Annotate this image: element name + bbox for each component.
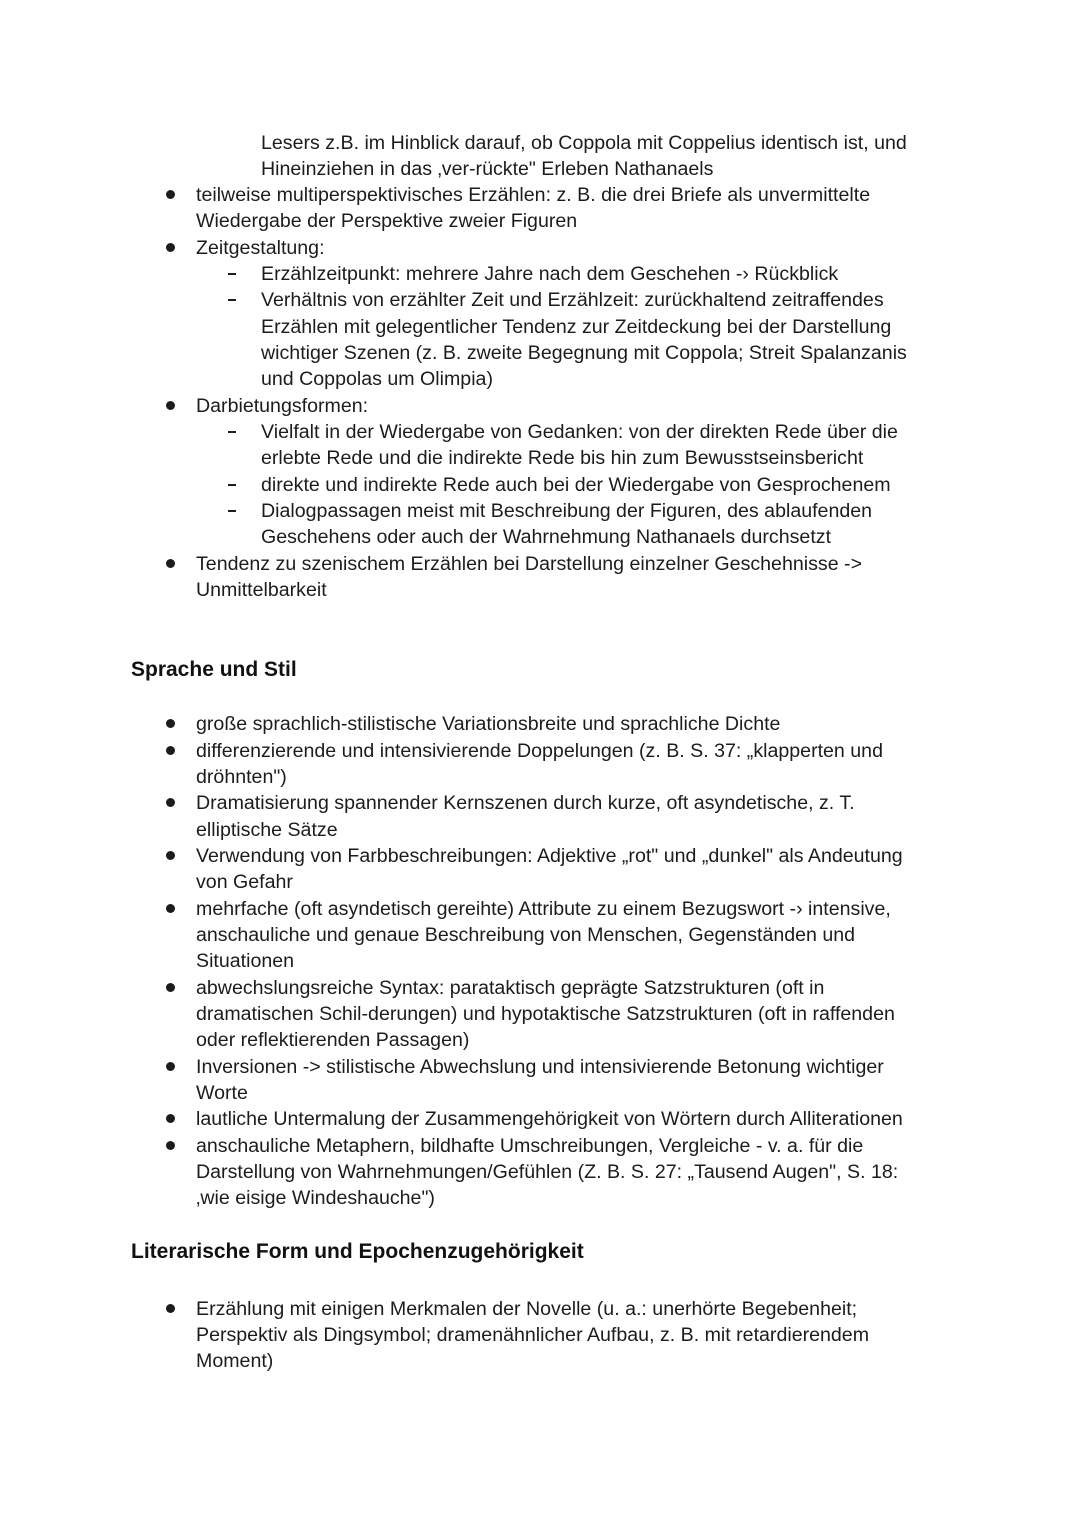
text-line: Erzählzeitpunkt: mehrere Jahre nach dem Geschehen -› Rückblick xyxy=(261,263,839,285)
text-line: Vielfalt in der Wiedergabe von Gedanken: von der direkten Rede über die xyxy=(261,421,898,443)
bullet-icon xyxy=(166,1304,175,1313)
bullet-icon xyxy=(166,851,175,860)
bullet-icon xyxy=(166,401,175,410)
bullet-icon xyxy=(166,243,175,252)
text-line: anschauliche Metaphern, bildhafte Umschreibungen, Vergleiche - v. a. für die xyxy=(196,1135,864,1157)
text-line: Darbietungsformen: xyxy=(196,395,369,417)
text-line: von Gefahr xyxy=(196,871,293,893)
text-line: Inversionen -> stilistische Abwechslung und intensivierende Betonung wichtiger xyxy=(196,1056,884,1078)
text-line: Hineinziehen in das ‚ver-rückte" Erleben Nathanaels xyxy=(261,158,714,180)
dash-icon xyxy=(228,431,236,433)
text-line: Dramatisierung spannender Kernszenen durch kurze, oft asyndetische, z. T. xyxy=(196,792,855,814)
text-line: wichtiger Szenen (z. B. zweite Begegnung mit Coppola; Streit Spalanzanis xyxy=(261,342,907,364)
bullet-icon xyxy=(166,983,175,992)
bullet-icon xyxy=(166,904,175,913)
bullet-icon xyxy=(166,1141,175,1150)
bullet-icon xyxy=(166,1114,175,1123)
dash-icon xyxy=(228,273,236,275)
dash-icon xyxy=(228,299,236,301)
text-line: Tendenz zu szenischem Erzählen bei Darstellung einzelner Geschehnisse -> xyxy=(196,553,863,575)
section-heading: Sprache und Stil xyxy=(131,658,297,681)
text-line: Verhältnis von erzählter Zeit und Erzählzeit: zurückhaltend zeitraffendes xyxy=(261,289,884,311)
dash-icon xyxy=(228,484,236,486)
text-line: Moment) xyxy=(196,1350,274,1372)
bullet-icon xyxy=(166,746,175,755)
text-line: anschauliche und genaue Beschreibung von Menschen, Gegenständen und xyxy=(196,924,856,946)
text-line: und Coppolas um Olimpia) xyxy=(261,368,493,390)
text-line: erlebte Rede und die indirekte Rede bis hin zum Bewusstseinsbericht xyxy=(261,447,864,469)
text-line: oder reflektierenden Passagen) xyxy=(196,1029,470,1051)
bullet-icon xyxy=(166,719,175,728)
text-line: Erzählung mit einigen Merkmalen der Novelle (u. a.: unerhörte Begebenheit; xyxy=(196,1298,858,1320)
dash-icon xyxy=(228,510,236,512)
text-line: Darstellung von Wahrnehmungen/Gefühlen (Z. B. S. 27: „Tausend Augen", S. 18: xyxy=(196,1161,899,1183)
text-line: Lesers z.B. im Hinblick darauf, ob Coppola mit Coppelius identisch ist, und xyxy=(261,132,907,154)
text-line: elliptische Sätze xyxy=(196,819,338,841)
text-line: dröhnten") xyxy=(196,766,287,788)
text-line: Geschehens oder auch der Wahrnehmung Nathanaels durchsetzt xyxy=(261,526,832,548)
text-line: ‚wie eisige Windeshauche") xyxy=(196,1187,435,1209)
section-heading: Literarische Form und Epochenzugehörigkeit xyxy=(131,1240,584,1263)
bullet-icon xyxy=(166,798,175,807)
text-line: abwechslungsreiche Syntax: parataktisch geprägte Satzstrukturen (oft in xyxy=(196,977,825,999)
text-line: dramatischen Schil-derungen) und hypotaktische Satzstrukturen (oft in raffenden xyxy=(196,1003,895,1025)
text-line: Dialogpassagen meist mit Beschreibung der Figuren, des ablaufenden xyxy=(261,500,873,522)
text-line: teilweise multiperspektivisches Erzählen: z. B. die drei Briefe als unvermittelte xyxy=(196,184,871,206)
text-line: Unmittelbarkeit xyxy=(196,579,327,601)
text-line: lautliche Untermalung der Zusammengehörigkeit von Wörtern durch Alliterationen xyxy=(196,1108,903,1130)
text-line: Perspektiv als Dingsymbol; dramenähnlicher Aufbau, z. B. mit retardierendem xyxy=(196,1324,870,1346)
text-line: Situationen xyxy=(196,950,295,972)
bullet-icon xyxy=(166,190,175,199)
text-line: Worte xyxy=(196,1082,248,1104)
text-line: Wiedergabe der Perspektive zweier Figuren xyxy=(196,210,578,232)
text-line: differenzierende und intensivierende Doppelungen (z. B. S. 37: „klapperten und xyxy=(196,740,883,762)
text-line: Verwendung von Farbbeschreibungen: Adjektive „rot" und „dunkel" als Andeutung xyxy=(196,845,903,867)
text-line: direkte und indirekte Rede auch bei der Wiedergabe von Gesprochenem xyxy=(261,474,891,496)
text-line: Erzählen mit gelegentlicher Tendenz zur Zeitdeckung bei der Darstellung xyxy=(261,316,892,338)
text-line: mehrfache (oft asyndetisch gereihte) Attribute zu einem Bezugswort -› intensive, xyxy=(196,898,891,920)
text-line: große sprachlich-stilistische Variationsbreite und sprachliche Dichte xyxy=(196,713,781,735)
bullet-icon xyxy=(166,1062,175,1071)
text-line: Zeitgestaltung: xyxy=(196,237,325,259)
bullet-icon xyxy=(166,559,175,568)
